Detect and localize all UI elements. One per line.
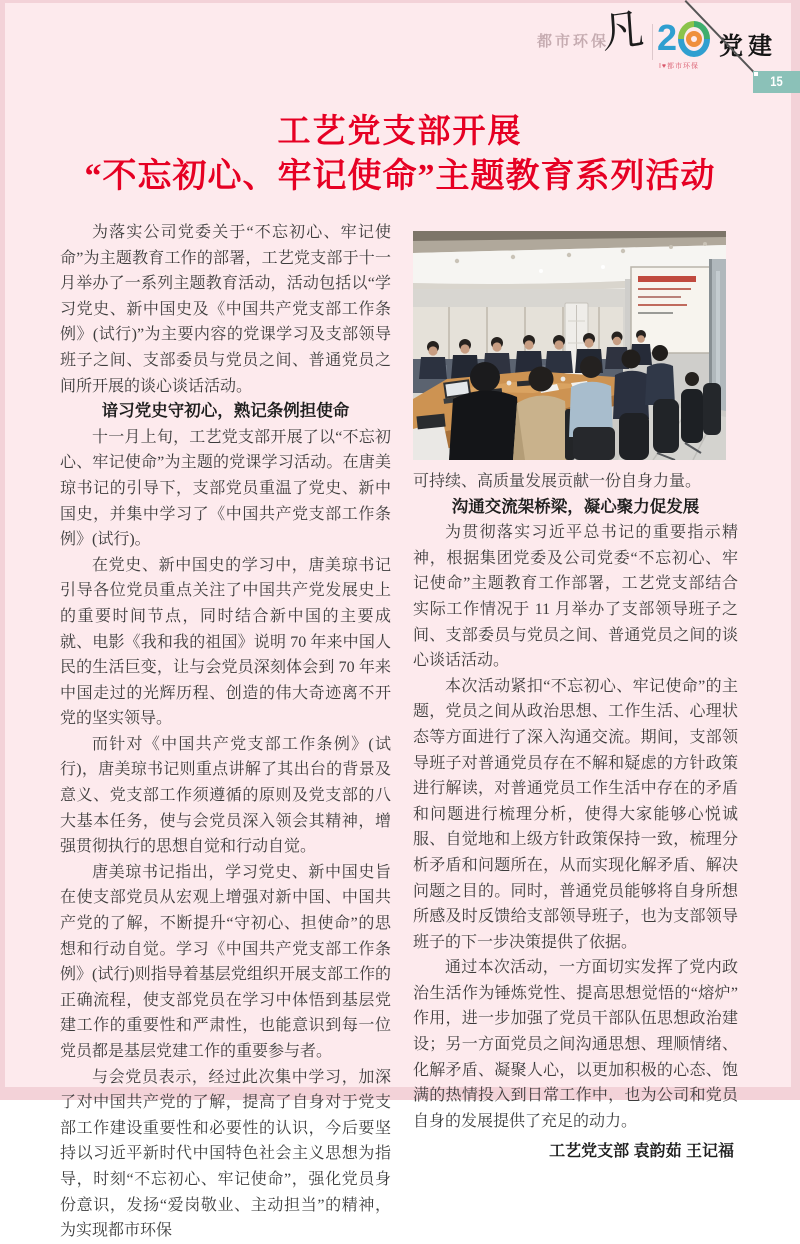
section-label: 党建 <box>719 33 777 60</box>
masthead-divider <box>652 24 653 60</box>
paragraph: 本次活动紧扣“不忘初心、牢记使命”的主题，党员之间从政治思想、工作生活、心理状态等方面进行了深入沟通交流。期间，支部领导班子对普通党员存在不解和疑虑的方针政策进行解读，对普通党员工作生活中存在的矛盾和问题进行梳理分析，使得大家能够心悦诚服、自觉地和上级方针政策保持一致，梳理分析矛盾和问题所在，从而实现化解矛盾、解决问题之目的。同时，普通党员能够将自身所想所感及时反馈给支部领导班子，也为支部领导班子的下一步决策提供了依据。 <box>413 677 738 951</box>
subheading-communication: 沟通交流架桥梁，凝心聚力促发展 <box>451 497 700 516</box>
paragraph: 而针对《中国共产党支部工作条例》(试行)，唐美琼书记则重点讲解了其出台的背景及意义、党支部工作须遵循的原则及党支部的八大基本任务，使与会党员深入领会其精神，增强贯彻执行的思想自觉和行动自觉。 <box>60 735 391 856</box>
anniversary-20-logo <box>657 17 711 58</box>
brand-name: 都市环保 <box>537 33 610 50</box>
meeting-photo <box>413 231 726 460</box>
paragraph-continuation: 可持续、高质量发展贡献一份自身力量。 <box>413 473 702 490</box>
paragraph: 为落实公司党委关于“不忘初心、牢记使命”为主题教育工作的部署，工艺党支部于十一月举办了一系列主题教育活动，活动包括以“学习党史、新中国史及《中国共产党支部工作条例》(试行)”为主要内容的党课学习及支部领导班子之间、支部委员与党员之间、普通党员之间所开展的谈心谈话活动。 <box>60 224 391 395</box>
logo-digit-2: 2 <box>657 17 678 58</box>
page-number: 15 <box>770 73 783 89</box>
byline: 工艺党支部 袁韵茹 王记福 <box>549 1143 734 1161</box>
article-title-line1: 工艺党支部开展 <box>277 114 523 150</box>
article-title-line2: “不忘初心、牢记使命”主题教育系列活动 <box>84 158 716 195</box>
paragraph: 唐美琼书记指出，学习党史、新中国史旨在使支部党员从宏观上增强对新中国、中国共产党的了解，不断提升“守初心、担使命”的思想和行动自觉。学习《中国共产党支部工作条例》(试行)则指导着基层党组织开展支部工作的正确流程，使支部党员在学习中体悟到基层党建工作的重要性和严肃性，也能意识到每一位党员都是基层党建工作的重要参与者。 <box>60 863 391 1060</box>
subheading-study-history: 谙习党史守初心，熟记条例担使命 <box>101 402 350 421</box>
paragraph: 为贯彻落实习近平总书记的重要指示精神，根据集团党委及公司党委“不忘初心、牢记使命”主题教育工作部署，工艺党支部结合实际工作情况于 11 月举办了支部领导班子之间、支部委员与党员之间、普通党员之间的谈心谈话活动。 <box>413 524 738 670</box>
article-title <box>0 112 800 198</box>
right-column <box>413 231 738 1165</box>
masthead <box>0 0 800 110</box>
paragraph: 在党史、新中国史的学习中，唐美琼书记引导各位党员重点关注了中国共产党发展史上的重要时间节点，同时结合新中国的主要成就、电影《我和我的祖国》说明 70 年来中国人民的生活巨变，让与会党员深刻体会到 70 年来中国走过的光辉历程、创造的伟大奇迹离不开党的坚实领导。 <box>60 556 391 728</box>
logo-digit-0-ring <box>677 20 711 58</box>
right-column-text <box>413 469 738 1165</box>
brand-calligraphy-mark: 凡 <box>600 3 646 58</box>
page-number-tab <box>753 71 800 93</box>
left-column <box>60 220 391 1244</box>
paragraph: 通过本次活动，一方面切实发挥了党内政治生活作为锤炼党性、提高思想觉悟的“熔炉”作用，进一步加强了党员干部队伍思想政治建设；另一方面党员之间沟通思想、理顺情绪、化解矛盾、凝聚人心，以更加积极的心态、饱满的热情投入到日常工作中，也为公司和党员自身的发展提供了充足的动力。 <box>413 959 738 1130</box>
paragraph: 十一月上旬，工艺党支部开展了以“不忘初心、牢记使命”为主题的党课学习活动。在唐美琼书记的引导下，支部党员重温了党史、新中国史，并集中学习了《中国共产党支部工作条例》(试行)。 <box>60 428 391 549</box>
logo-caption: I♥都市环保 <box>658 63 700 70</box>
paragraph: 与会党员表示，经过此次集中学习，加深了对中国共产党的了解，提高了自身对于党支部工作建设重要性和必要性的认识，今后要坚持以习近平新时代中国特色社会主义思想为指导，时刻“不忘初心、牢记使命”，强化党员身份意识，发扬“爱岗敬业、主动担当”的精神，为实现都市环保 <box>60 1068 391 1240</box>
